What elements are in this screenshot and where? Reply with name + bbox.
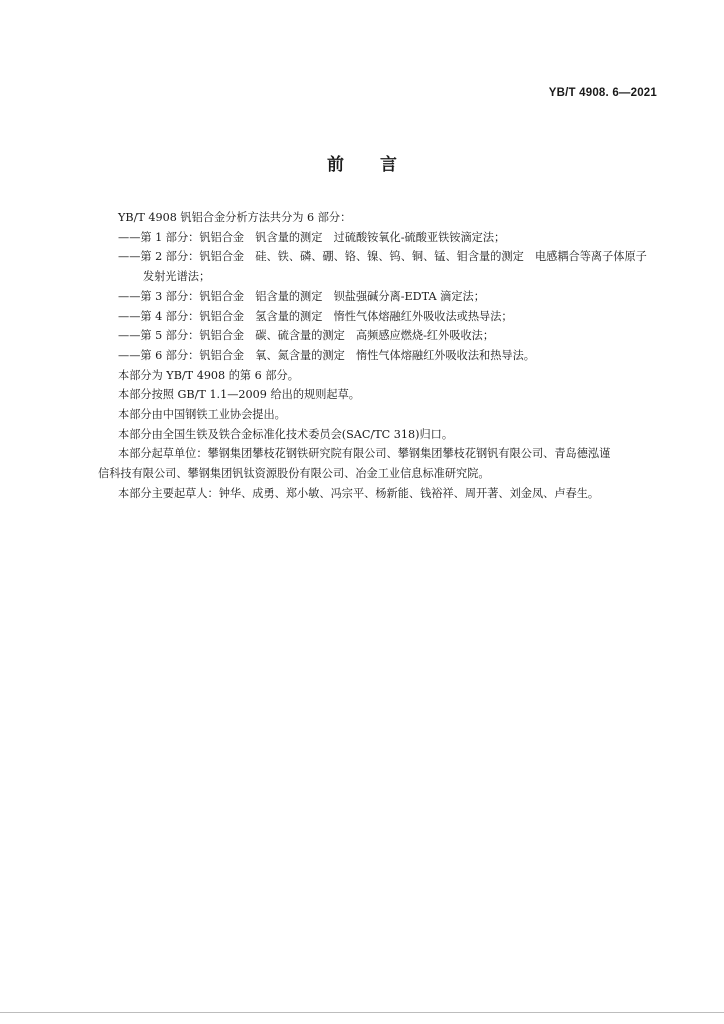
foreword-body — [98, 208, 664, 504]
title-char-1: 前 — [327, 155, 344, 175]
paragraph-drafting-rules: 本部分按照 GB/T 1.1—2009 给出的规则起草。 — [118, 388, 360, 402]
standard-code: YB/T 4908. 6—2021 — [548, 87, 657, 99]
list-item-part-2-continued: 发射光谱法； — [143, 270, 211, 284]
paragraph-part-number: 本部分为 YB/T 4908 的第 6 部分。 — [118, 368, 299, 382]
list-item-part-2: ——第 2 部分：钒铝合金 硅、铁、磷、硼、铬、镍、钨、铜、锰、钼含量的测定 电感耦合等离子体原子 — [118, 250, 647, 264]
page-title — [0, 150, 724, 175]
paragraph-drafting-units: 本部分起草单位：攀钢集团攀枝花钢铁研究院有限公司、攀钢集团攀枝花钢钒有限公司、青岛德泓谨 — [118, 447, 611, 461]
paragraph-proposer: 本部分由中国钢铁工业协会提出。 — [118, 408, 286, 422]
page-bottom-divider — [0, 1012, 724, 1013]
title-char-2: 言 — [380, 155, 397, 175]
paragraph-drafting-units-continued: 信科技有限公司、攀钢集团钒钛资源股份有限公司、冶金工业信息标准研究院。 — [98, 467, 490, 481]
list-item-part-4: ——第 4 部分：钒铝合金 氢含量的测定 惰性气体熔融红外吸收法或热导法； — [118, 309, 513, 323]
paragraph-committee: 本部分由全国生铁及铁合金标准化技术委员会(SAC/TC 318)归口。 — [118, 427, 454, 441]
list-item-part-1: ——第 1 部分：钒铝合金 钒含量的测定 过硫酸铵氧化-硫酸亚铁铵滴定法； — [118, 230, 506, 244]
list-item-part-5: ——第 5 部分：钒铝合金 碳、硫含量的测定 高频感应燃烧-红外吸收法； — [118, 329, 495, 343]
paragraph-intro: YB/T 4908 钒铝合金分析方法共分为 6 部分： — [118, 211, 352, 224]
list-item-part-6: ——第 6 部分：钒铝合金 氧、氮含量的测定 惰性气体熔融红外吸收法和热导法。 — [118, 348, 535, 362]
paragraph-drafters: 本部分主要起草人：钟华、成勇、郑小敏、冯宗平、杨新能、钱裕祥、周开著、刘金凤、卢春生。 — [118, 486, 600, 500]
list-item-part-3: ——第 3 部分：钒铝合金 铝含量的测定 钡盐强碱分离-EDTA 滴定法； — [118, 289, 485, 303]
